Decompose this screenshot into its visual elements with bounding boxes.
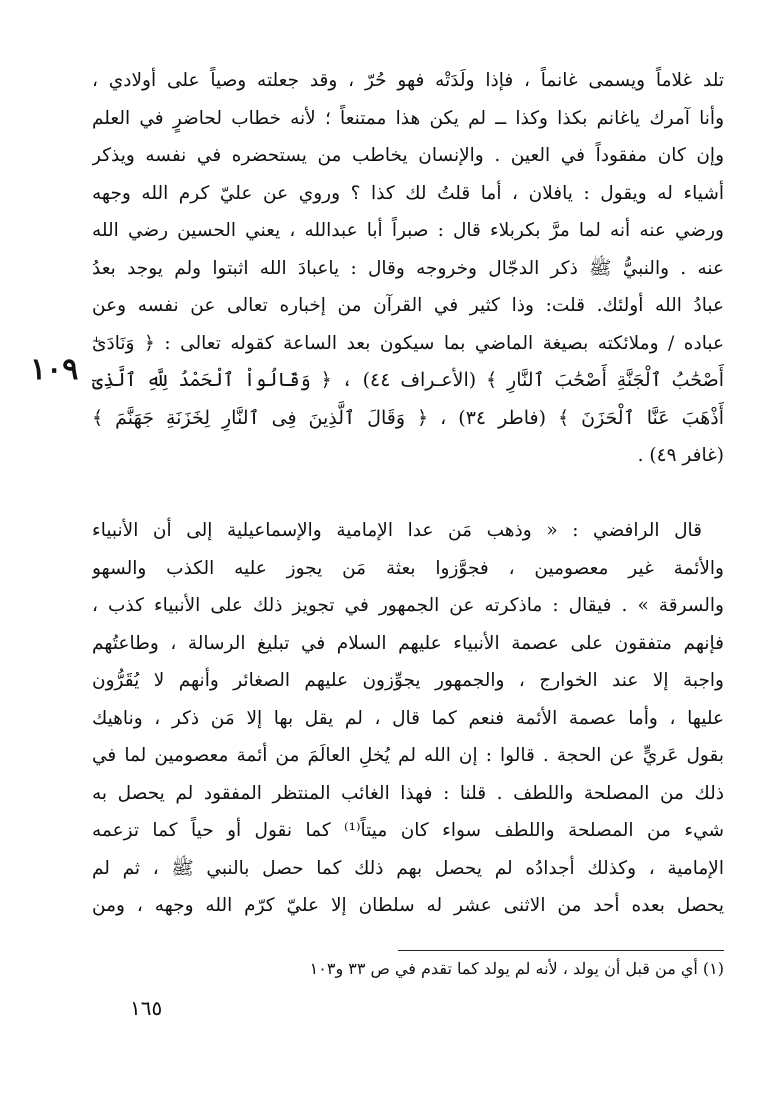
text-line: ذلك من المصلحة واللطف . قلنا : فهذا الغائب المنتظر المفقود لم يحصل به — [92, 782, 724, 804]
text-line: وإن كان مفقوداً في العين . والإنسان يخاطب من يستحضره في نفسه ويذكر — [92, 145, 724, 166]
text-line: عباده / وملائكته بصيغة الماضي بما سيكون بعد الساعة كقوله تعالى : ﴿ وَنَادَىٰٓ — [92, 332, 724, 354]
quran-verse-line: أَصْحَٰبُ ٱلْجَنَّةِ أَصْحَٰبَ ٱلنَّارِ ﴾ (الأعـراف ٤٤) ، ﴿ وَقَالُواْ ٱلْحَمْدُ لِلَّهِ ٱلَّذِىٓ — [92, 369, 724, 391]
text-line: فإنهم متفقون على عصمة الأنبياء عليهم السلام في تبليغ الرسالة ، وطاعتُهم — [92, 632, 724, 654]
text-line: عنه . والنبيُّ ﷺ ذكر الدجّال وخروجه وقال : ياعبادَ الله اثبتوا ولم يوجد بعدُ — [92, 257, 724, 279]
text-line: أشياء له ويقول : يافلان ، أما قلتُ لك كذا ؟ وروي عن عليّ كرم الله وجهه — [92, 182, 724, 204]
footnote-divider — [398, 950, 724, 951]
text-line: الإمامية ، وكذلك أجدادُه لم يحصل بهم ذلك كما حصل بالنبي ﷺ ، ثم لم — [92, 857, 724, 879]
text-line: وأنا آمرك ياغانم بكذا وكذا ــ لم يكن هذا ممتنعاً ؛ لأنه خطاب لحاضرٍ في العلم — [92, 107, 724, 129]
text-line: يحصل بعده أحد من الاثنى عشر له سلطان إلا عليّ كرّم الله وجهه ، ومن — [92, 895, 724, 916]
text-line: عليها ، وأما عصمة الأئمة فنعم كما قال ، لم يقل بها إلا مَن ذكر ، وناهيك — [92, 707, 724, 729]
text-line: عبادُ الله أولئك. قلت: وذا كثير في القرآن من إخباره تعالى عن نفسه وعن — [92, 295, 724, 316]
page-number: ١٦٥ — [130, 996, 163, 1020]
text-line: ورضي عنه أنه لما مرَّ بكربلاء قال : صبراً أبا عبدالله ، يعني الحسين رضي الله — [92, 220, 724, 241]
paragraph-2 — [92, 512, 724, 925]
text-line: بقول عَريٍّ عن الحجة . قالوا : إن الله لم يُخلِ العالَمَ من أئمة معصومين لما في — [92, 745, 724, 766]
footnote: (١) أي من قبل أن يولد ، لأنه لم يولد كما تقدم في ص ٣٣ و١٠٣ — [309, 959, 724, 978]
quran-verse-line: أَذْهَبَ عَنَّا ٱلْحَزَنَ ﴾ (فاطر ٣٤) ، ﴿ وَقَالَ ٱلَّذِينَ فِى ٱلنَّارِ لِخَزَنَةِ جَهَنَّمَ ﴾ — [92, 406, 724, 429]
text-line: والسرقة » . فيقال : ماذكرته عن الجمهور في تجويز ذلك على الأنبياء كذب ، — [92, 595, 724, 616]
margin-number: ١٠٩ — [30, 352, 79, 387]
text-line: والأئمة غير معصومين ، فجوَّزوا بعثة مَن يجوز عليه الكذب والسهو — [92, 557, 724, 579]
text-line: شيء من المصلحة واللطف سواء كان ميتاً⁽¹⁾ كما نقول أو حياً كما تزعمه — [92, 820, 724, 841]
text-line: قال الرافضي : « وذهب مَن عدا الإمامية والإسماعيلية إلى أن الأنبياء — [92, 520, 702, 541]
text-line: تلد غلاماً ويسمى غانماً ، فإذا ولَدَتْه فهو حُرّ ، وقد جعلته وصياً على أولادي ، — [92, 70, 724, 91]
paragraph-1 — [92, 62, 724, 475]
text-line: (غافر ٤٩) . — [637, 445, 724, 466]
text-line: واجبة إلا عند الخوارج ، والجمهور يجوِّزون عليهم الصغائر وأنهم لا يُقَرُّون — [92, 670, 724, 691]
